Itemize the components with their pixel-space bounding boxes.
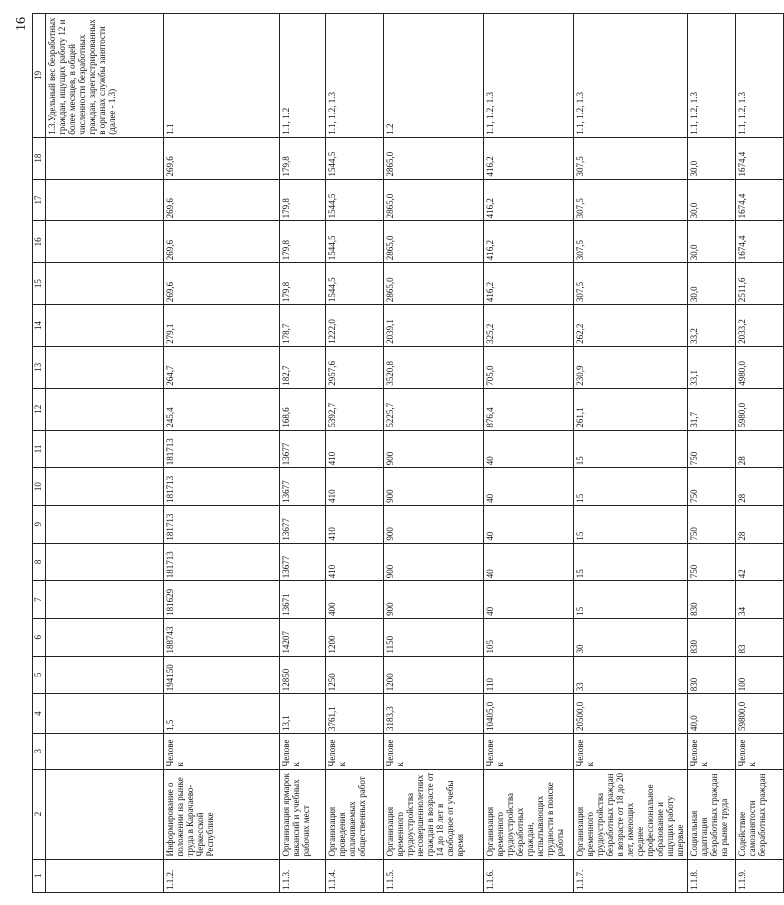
row-value: 900 <box>384 468 484 506</box>
row-value: 168,6 <box>280 388 326 430</box>
row-value: 830 <box>688 618 736 656</box>
row-description: Организация проведения оплачиваемых общественных работ <box>326 769 384 859</box>
row-value: 830 <box>688 656 736 694</box>
column-header: 18 <box>33 137 46 179</box>
column-header: 14 <box>33 305 46 347</box>
row-value: 28 <box>736 430 784 468</box>
column-header: 4 <box>33 694 46 734</box>
column-header: 7 <box>33 581 46 619</box>
column-header: 12 <box>33 388 46 430</box>
row-value: 264,7 <box>164 346 280 388</box>
row-value: 181713 <box>164 505 280 543</box>
row-value: 30,0 <box>688 137 736 179</box>
row-number: 1.1.4. <box>326 859 384 892</box>
row-value: 5225,7 <box>384 388 484 430</box>
table-row <box>326 14 384 893</box>
row-value: 1.1, 1.2 <box>280 14 326 138</box>
row-value: 179,8 <box>280 263 326 305</box>
row-value: 194150 <box>164 656 280 694</box>
row-number: 1.1.5. <box>384 859 484 892</box>
row-value: 100 <box>736 656 784 694</box>
row-value: 2865,0 <box>384 221 484 263</box>
row-value: 1.1, 1.2, 1.3 <box>484 14 574 138</box>
row-value: 34 <box>736 581 784 619</box>
row-number: 1.1.8. <box>688 859 736 892</box>
row-value <box>46 263 164 305</box>
row-value: 40 <box>484 468 574 506</box>
row-value: 188743 <box>164 618 280 656</box>
table-row <box>164 14 280 893</box>
column-header: 11 <box>33 430 46 468</box>
table-row <box>46 14 164 893</box>
row-description: Содействие самозанятости безработных граждан <box>736 769 784 859</box>
row-value: 14207 <box>280 618 326 656</box>
row-description: Организация ярмарок вакансий и учебных рабочих мест <box>280 769 326 859</box>
row-unit: Человек <box>384 733 484 769</box>
row-value: 28 <box>736 505 784 543</box>
row-value: 1222,0 <box>326 305 384 347</box>
row-value: 15 <box>574 430 688 468</box>
row-value <box>46 388 164 430</box>
row-unit: Человек <box>326 733 384 769</box>
row-unit: Человек <box>736 733 784 769</box>
row-number: 1.1.7. <box>574 859 688 892</box>
row-value: 33,1 <box>688 346 736 388</box>
row-value: 830 <box>688 581 736 619</box>
row-number: 1.1.3. <box>280 859 326 892</box>
row-value: 83 <box>736 618 784 656</box>
row-value: 40 <box>484 430 574 468</box>
row-value: 410 <box>326 468 384 506</box>
table-row <box>384 14 484 893</box>
row-value <box>46 221 164 263</box>
column-header: 5 <box>33 656 46 694</box>
row-description: Информирование о положении на рынке труда в Карачаево-Черкесской Республике <box>164 769 280 859</box>
row-unit: Человек <box>574 733 688 769</box>
row-value: 1.1, 1.2, 1.3 <box>326 14 384 138</box>
column-header: 16 <box>33 221 46 263</box>
row-value: 13677 <box>280 430 326 468</box>
row-value: 42 <box>736 543 784 581</box>
row-value: 30 <box>574 618 688 656</box>
program-indicators-table <box>32 13 784 893</box>
row-value: 279,1 <box>164 305 280 347</box>
row-number: 1.1.6. <box>484 859 574 892</box>
row-description: Организация временного трудоустройства безработных граждан в возрасте от 18 до 20 лет, имеющих среднее профессиональное образование и ищущих работу впервые <box>574 769 688 859</box>
row-value: 33,2 <box>688 305 736 347</box>
row-value <box>46 618 164 656</box>
row-value: 13677 <box>280 543 326 581</box>
table-row <box>574 14 688 893</box>
row-value: 30,0 <box>688 221 736 263</box>
row-value: 750 <box>688 505 736 543</box>
row-value: 40 <box>484 581 574 619</box>
row-value: 900 <box>384 430 484 468</box>
row-unit: Человек <box>688 733 736 769</box>
row-value: 1250 <box>326 656 384 694</box>
row-value: 2511,6 <box>736 263 784 305</box>
row-value: 1674,4 <box>736 137 784 179</box>
table-row <box>736 14 784 893</box>
row-value: 30,0 <box>688 179 736 221</box>
row-value: 1544,5 <box>326 221 384 263</box>
row-value: 3520,8 <box>384 346 484 388</box>
row-value: 325,2 <box>484 305 574 347</box>
row-value: 20500,0 <box>574 694 688 734</box>
rotated-content <box>12 13 767 893</box>
row-value: 416,2 <box>484 221 574 263</box>
column-header: 10 <box>33 468 46 506</box>
row-value: 900 <box>384 581 484 619</box>
row-value: 13677 <box>280 468 326 506</box>
row-value <box>46 694 164 734</box>
row-value: 1544,5 <box>326 263 384 305</box>
row-value: 181713 <box>164 430 280 468</box>
row-unit: Человек <box>484 733 574 769</box>
row-value: 178,7 <box>280 305 326 347</box>
row-value <box>46 656 164 694</box>
row-value <box>46 581 164 619</box>
row-value: 181713 <box>164 543 280 581</box>
row-value: 269,6 <box>164 263 280 305</box>
row-value: 750 <box>688 468 736 506</box>
row-value: 2033,2 <box>736 305 784 347</box>
row-value <box>46 346 164 388</box>
row-value <box>46 505 164 543</box>
row-value: 30,0 <box>688 263 736 305</box>
header-row <box>33 14 46 893</box>
row-value: 750 <box>688 430 736 468</box>
row-value: 3183,3 <box>384 694 484 734</box>
row-value: 1,5 <box>164 694 280 734</box>
row-value: 10405,0 <box>484 694 574 734</box>
row-value: 245,4 <box>164 388 280 430</box>
row-value: 15 <box>574 505 688 543</box>
row-value: 2865,0 <box>384 137 484 179</box>
row-value: 105 <box>484 618 574 656</box>
row-value: 179,8 <box>280 179 326 221</box>
row-value: 2039,1 <box>384 305 484 347</box>
column-header: 9 <box>33 505 46 543</box>
row-value: 307,5 <box>574 263 688 305</box>
row-value: 307,5 <box>574 221 688 263</box>
row-unit: Человек <box>164 733 280 769</box>
row-value: 13,1 <box>280 694 326 734</box>
row-value: 40 <box>484 543 574 581</box>
row-value: 2865,0 <box>384 263 484 305</box>
row-number <box>46 859 164 892</box>
row-value: 40,0 <box>688 694 736 734</box>
table-row <box>484 14 574 893</box>
row-value: 179,8 <box>280 137 326 179</box>
row-value: 1150 <box>384 618 484 656</box>
row-value <box>46 137 164 179</box>
row-value: 182,7 <box>280 346 326 388</box>
row-value: 1.1, 1.2, 1.3 <box>574 14 688 138</box>
row-value: 1.2 <box>384 14 484 138</box>
row-value: 269,6 <box>164 179 280 221</box>
row-value: 269,6 <box>164 221 280 263</box>
column-header: 6 <box>33 618 46 656</box>
row-value: 416,2 <box>484 137 574 179</box>
row-value: 110 <box>484 656 574 694</box>
row-value: 416,2 <box>484 263 574 305</box>
row-value: 1.1, 1.2, 1.3 <box>736 14 784 138</box>
row-value: 900 <box>384 505 484 543</box>
row-value: 269,6 <box>164 137 280 179</box>
row-value: 181629 <box>164 581 280 619</box>
row-description: Организация временного трудоустройства безработных граждан, испытывающих трудности в поиске работы <box>484 769 574 859</box>
row-value: 181713 <box>164 468 280 506</box>
row-value: 705,0 <box>484 346 574 388</box>
row-value: 12850 <box>280 656 326 694</box>
row-description <box>46 769 164 859</box>
row-value <box>46 430 164 468</box>
row-description: Организация временного трудоустройства несовершеннолетних граждан в возрасте от 14 до 18 лет в свободное от учебы время <box>384 769 484 859</box>
table-row <box>688 14 736 893</box>
table-row <box>280 14 326 893</box>
row-value: 28 <box>736 468 784 506</box>
row-value: 5392,7 <box>326 388 384 430</box>
row-value: 1544,5 <box>326 137 384 179</box>
row-value: 15 <box>574 468 688 506</box>
row-value: 261,1 <box>574 388 688 430</box>
row-value: 5980,0 <box>736 388 784 430</box>
row-value <box>46 543 164 581</box>
column-header: 19 <box>33 14 46 138</box>
page-number: 16 <box>14 17 29 31</box>
row-value: 2865,0 <box>384 179 484 221</box>
row-value: 307,5 <box>574 179 688 221</box>
table-container <box>32 13 784 893</box>
row-value: 416,2 <box>484 179 574 221</box>
row-value: 13677 <box>280 505 326 543</box>
row-value: 262,2 <box>574 305 688 347</box>
row-value: 876,4 <box>484 388 574 430</box>
row-number: 1.1.2. <box>164 859 280 892</box>
row-value: 1200 <box>384 656 484 694</box>
row-value: 4980,0 <box>736 346 784 388</box>
row-value: 3761,1 <box>326 694 384 734</box>
row-value <box>46 179 164 221</box>
row-value: 230,9 <box>574 346 688 388</box>
row-description: Социальная адаптация безработных граждан на рынке труда <box>688 769 736 859</box>
row-value: 750 <box>688 543 736 581</box>
column-header: 2 <box>33 769 46 859</box>
column-header: 17 <box>33 179 46 221</box>
row-value: 410 <box>326 430 384 468</box>
column-header: 1 <box>33 859 46 892</box>
row-value: 1674,4 <box>736 179 784 221</box>
row-number: 1.1.9. <box>736 859 784 892</box>
column-header: 13 <box>33 346 46 388</box>
row-value: 1674,4 <box>736 221 784 263</box>
row-value: 40 <box>484 505 574 543</box>
row-value: 179,8 <box>280 221 326 263</box>
row-value: 307,5 <box>574 137 688 179</box>
row-value: 15 <box>574 581 688 619</box>
row-unit: Человек <box>280 733 326 769</box>
row-value: 2957,6 <box>326 346 384 388</box>
row-unit <box>46 733 164 769</box>
row-value: 410 <box>326 505 384 543</box>
column-header: 8 <box>33 543 46 581</box>
row-value: 13671 <box>280 581 326 619</box>
row-value: 900 <box>384 543 484 581</box>
row-value: 31,7 <box>688 388 736 430</box>
column-header: 3 <box>33 733 46 769</box>
row-value: 1.1 <box>164 14 280 138</box>
row-value: 15 <box>574 543 688 581</box>
row-value: 400 <box>326 581 384 619</box>
row-value: 33 <box>574 656 688 694</box>
row-value <box>46 305 164 347</box>
row-value: 1200 <box>326 618 384 656</box>
row-value: 410 <box>326 543 384 581</box>
row-value: 1.3.Удельный вес безработных граждан, ищущих работу 12 и более месяцев, в общей численности безработных граждан, зарегистрированных в органах службы занятости (далее - 1.3) <box>46 14 164 138</box>
row-value: 1544,5 <box>326 179 384 221</box>
row-value: 1.1, 1.2, 1.3 <box>688 14 736 138</box>
row-value: 59800,0 <box>736 694 784 734</box>
row-value <box>46 468 164 506</box>
column-header: 15 <box>33 263 46 305</box>
